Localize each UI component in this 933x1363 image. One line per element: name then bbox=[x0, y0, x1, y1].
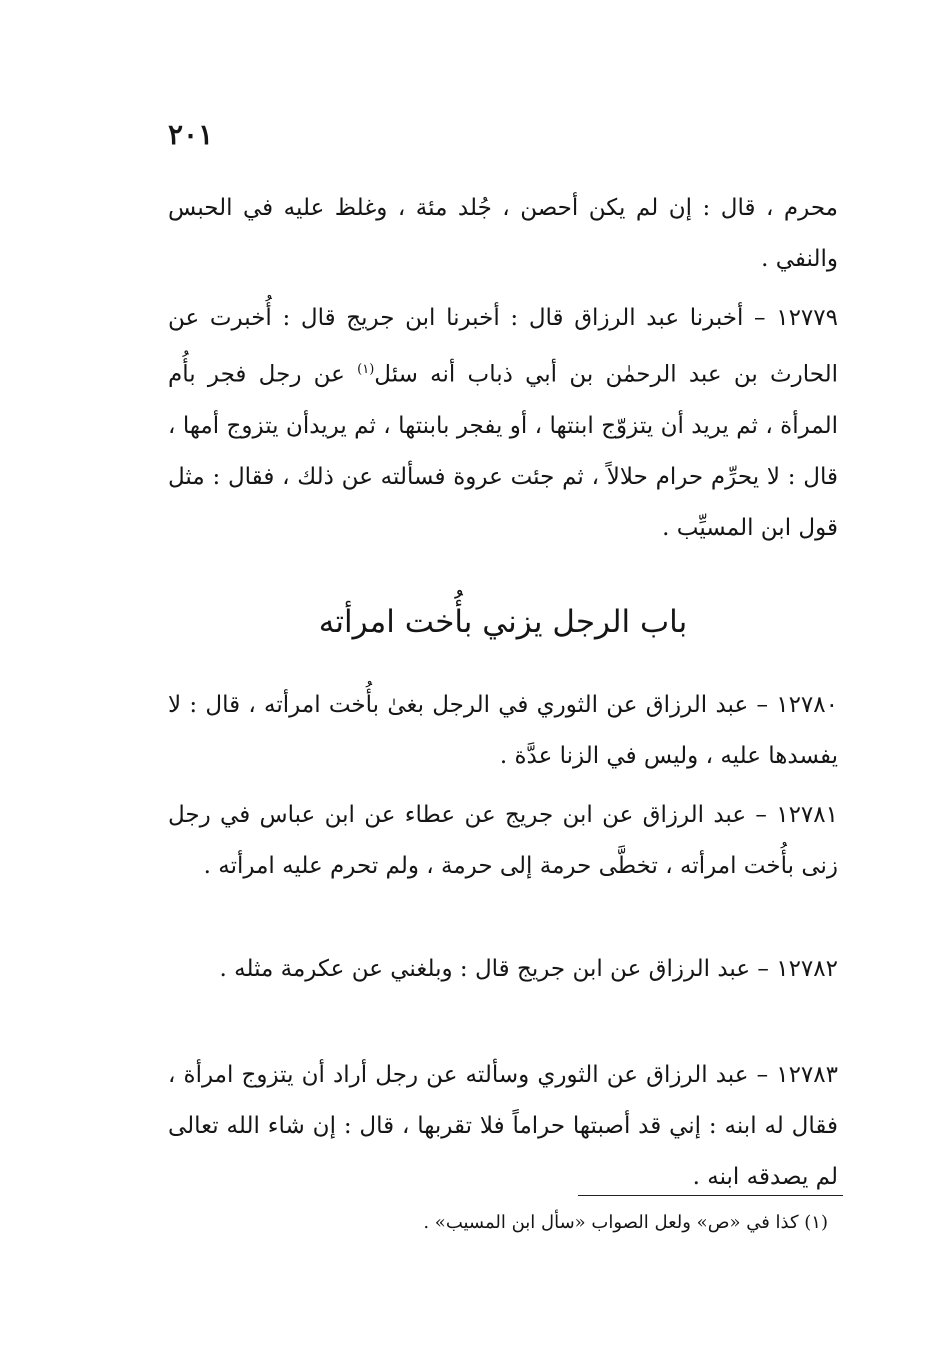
paragraph-12779 bbox=[168, 293, 838, 554]
paragraph-12781: ١٢٧٨١ – عبد الرزاق عن ابن جريج عن عطاء عن ابن عباس في رجل زنى بأُخت امرأته ، تخطَّى حرمة إلى حرمة ، ولم تحرم عليه امرأته . bbox=[168, 802, 838, 879]
paragraph-12782: ١٢٧٨٢ – عبد الرزاق عن ابن جريج قال : وبلغني عن عكرمة مثله . bbox=[219, 956, 838, 982]
footnote-1: (١) كذا في «ص» ولعل الصواب «سأل ابن المسيب» . bbox=[423, 1212, 828, 1233]
paragraph-12783: ١٢٧٨٣ – عبد الرزاق عن الثوري وسألته عن رجل أراد أن يتزوج امرأة ، فقال له ابنه : إني قد أصبتها حراماً فلا تقربها ، قال : إن شاء الله تعالى لم يصدقه ابنه . bbox=[168, 1062, 838, 1190]
page-number: ٢٠١ bbox=[168, 118, 214, 151]
paragraph-12779-text-start: ١٢٧٧٩ – أخبرنا عبد الرزاق قال : أخبرنا ابن جريج قال : أُخبرت عن الحارث بن عبد الرحمٰن بن أبي ذباب أنه سئل bbox=[168, 305, 838, 388]
paragraph-12780: ١٢٧٨٠ – عبد الرزاق عن الثوري في الرجل بغىٰ بأُخت امرأته ، قال : لا يفسدها عليه ، وليس في الزنا عدَّة . bbox=[168, 692, 838, 769]
footnote-divider bbox=[578, 1195, 843, 1196]
footnote-reference-1: (١) bbox=[357, 362, 375, 377]
paragraph-intro: محرم ، قال : إن لم يكن أحصن ، جُلد مئة ، وغلظ عليه في الحبس والنفي . bbox=[168, 195, 838, 272]
paragraph-12779-text-end: عن رجل فجر بأُم المرأة ، ثم يريد أن يتزوّج ابنتها ، أو يفجر بابنتها ، ثم يريدأن يتزوج أمها ، قال : لا يحرِّم حرام حلالاً ، ثم جئت عروة فسألته عن ذلك ، فقال : مثل قول ابن المسيِّب . bbox=[168, 361, 838, 541]
chapter-heading: باب الرجل يزني بأُخت امرأته bbox=[318, 604, 688, 640]
